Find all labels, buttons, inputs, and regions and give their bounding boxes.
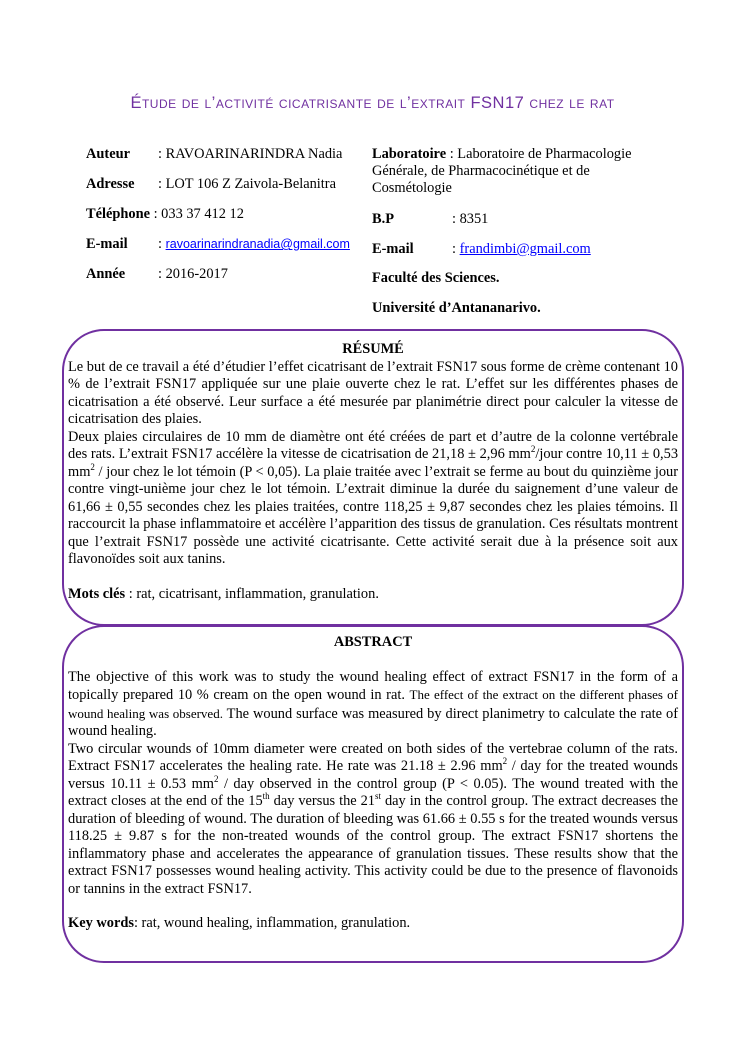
abstract-keywords-label: Key words <box>68 915 134 931</box>
laboratoire-label: Laboratoire <box>372 146 447 162</box>
laboratoire-value: : Laboratoire de Pharmacologie Générale, de Pharmacocinétique et de Cosmétologie <box>372 146 632 196</box>
auteur-value: : RAVOARINARINDRA Nadia <box>158 146 343 162</box>
telephone-value: : 033 37 412 12 <box>153 206 244 222</box>
resume-keywords-value: : rat, cicatrisant, inflammation, granulation. <box>125 585 379 602</box>
annee-label: Année <box>86 266 126 282</box>
abstract-paragraph-2 <box>68 741 678 899</box>
lab-email-value <box>452 240 591 258</box>
abstract-p1a: The objective of this work was to study the wound healing effect of extract FSN17 in the form of a topically prepared 10 % cream on the open wound in rat. <box>68 668 678 703</box>
abstract-sup2: 2 <box>213 773 219 784</box>
lab-email-colon: : <box>452 241 460 257</box>
email-label: E-mail <box>86 236 128 252</box>
lab-laboratoire <box>372 146 662 197</box>
abstract-sup1: 2 <box>502 756 508 767</box>
author-email-link[interactable]: ravoarinarindranadia@gmail.com <box>165 237 350 251</box>
abstract-sup4: st <box>375 791 382 802</box>
telephone-label: Téléphone <box>86 206 150 222</box>
resume-keywords <box>68 586 678 604</box>
abstract-p2a: Two circular wounds of 10mm diameter were created on both sides of the vertebrae column of the rats. Extract FSN17 accelerates the healing rate. He rate was 21.18 ± 2.96 mm <box>68 740 678 774</box>
resume-sup1: 2 <box>530 444 536 455</box>
lab-email <box>372 240 414 258</box>
annee-value: : 2016-2017 <box>158 266 228 282</box>
abstract-paragraph-1 <box>68 669 678 741</box>
resume-heading: RÉSUMÉ <box>342 341 404 357</box>
author-annee <box>86 265 125 283</box>
abstract-keywords-value: : rat, wound healing, inflammation, granulation. <box>133 915 411 931</box>
author-email-value <box>158 235 350 253</box>
email-colon: : <box>158 236 166 252</box>
resume-p2a: Deux plaies circulaires de 10 mm de diamètre ont été créées de part et d’autre de la colonne vertébrale des rats. L’extrait FSN17 accélère la vitesse de cicatrisation de 21,18 ± 2,96 mm <box>68 428 678 462</box>
resume-paragraph-2 <box>68 429 678 569</box>
adresse-label: Adresse <box>86 176 135 192</box>
lab-email-label: E-mail <box>372 241 414 257</box>
abstract-heading: ABSTRACT <box>333 634 413 650</box>
bp-value: : 8351 <box>452 211 489 227</box>
lab-bp <box>372 210 394 228</box>
auteur-label: Auteur <box>86 146 130 162</box>
abstract-p2c: / day observed in the control group (P < 0.05). The wound treated with the extract closes at the end of the 15 <box>68 775 678 809</box>
abstract-p1c: The wound surface was measured by direct planimetry to calculate the rate of wound healing. <box>68 705 678 739</box>
author-telephone <box>86 205 244 223</box>
adresse-value: : LOT 106 Z Zaivola-Belanitra <box>158 176 336 192</box>
faculte: Faculté des Sciences. <box>372 270 500 286</box>
bp-label: B.P <box>372 211 394 227</box>
author-adresse <box>86 175 135 193</box>
resume-content <box>68 341 678 603</box>
lab-email-link[interactable]: frandimbi@gmail.com <box>459 241 591 257</box>
abstract-p2b: / day for the treated wounds versus 10.11 ± 0.53 mm <box>68 758 678 792</box>
abstract-p2d: day versus the 21 <box>269 793 375 809</box>
abstract-p2e: day in the control group. The extract decreases the duration of bleeding of wound. The duration of bleeding was 61.66 ± 0.55 s for the treated wounds versus 118.25 ± 9.87 s for the non-treated wounds of the control group. The extract FSN17 shortens the inflammatory phase and accelerates the appearance of granulation tissues. These results show that the extract FSN17 possesses wound healing activity. This activity could be due to the presence of flavonoids or tannins in the extract FSN17. <box>68 793 679 897</box>
resume-keywords-label: Mots clés <box>68 585 126 602</box>
abstract-sup3: th <box>262 791 270 802</box>
resume-p2b: /jour contre 10,11 ± 0,53 mm <box>68 446 679 480</box>
resume-sup2: 2 <box>90 461 95 472</box>
universite: Université d’Antananarivo. <box>372 300 541 316</box>
author-email <box>86 235 128 253</box>
author-auteur <box>86 145 130 163</box>
abstract-keywords <box>68 915 678 933</box>
page-title: Étude de l’activité cicatrisante de l’extrait FSN17 chez le rat <box>130 94 615 112</box>
abstract-content <box>68 634 678 933</box>
abstract-p1b: The effect of the extract on the different phases of wound healing was observed. <box>68 687 679 721</box>
resume-p2c: / jour chez le lot témoin (P < 0,05). La plaie traitée avec l’extrait se ferme au bout du quinzième jour contre vingt-unième jour chez le lot témoin. L’extrait diminue la durée du saignement d’une valeur de 61,66 ± 0,55 secondes chez les plaies traitées, contre 118,25 ± 9,87 secondes chez les plaies témoins. Il raccourcit la phase inflammatoire et accélère l’apparition des tissus de granulation. Ces résultats montrent que l’extrait FSN17 possède une activité cicatrisante. Cette activité serait due à la présence soit aux flavonoïdes soit aux tanins. <box>68 463 678 567</box>
resume-paragraph-1: Le but de ce travail a été d’étudier l’effet cicatrisant de l’extrait FSN17 sous forme de crème contenant 10 % de l’extrait FSN17 appliquée sur une plaie ouverte chez le rat. L’effet sur les différentes phases de cicatrisation a été observé. Leur surface a été mesurée par planimétrie direct pour calculer la vitesse de cicatrisation des plaies. <box>68 358 678 427</box>
